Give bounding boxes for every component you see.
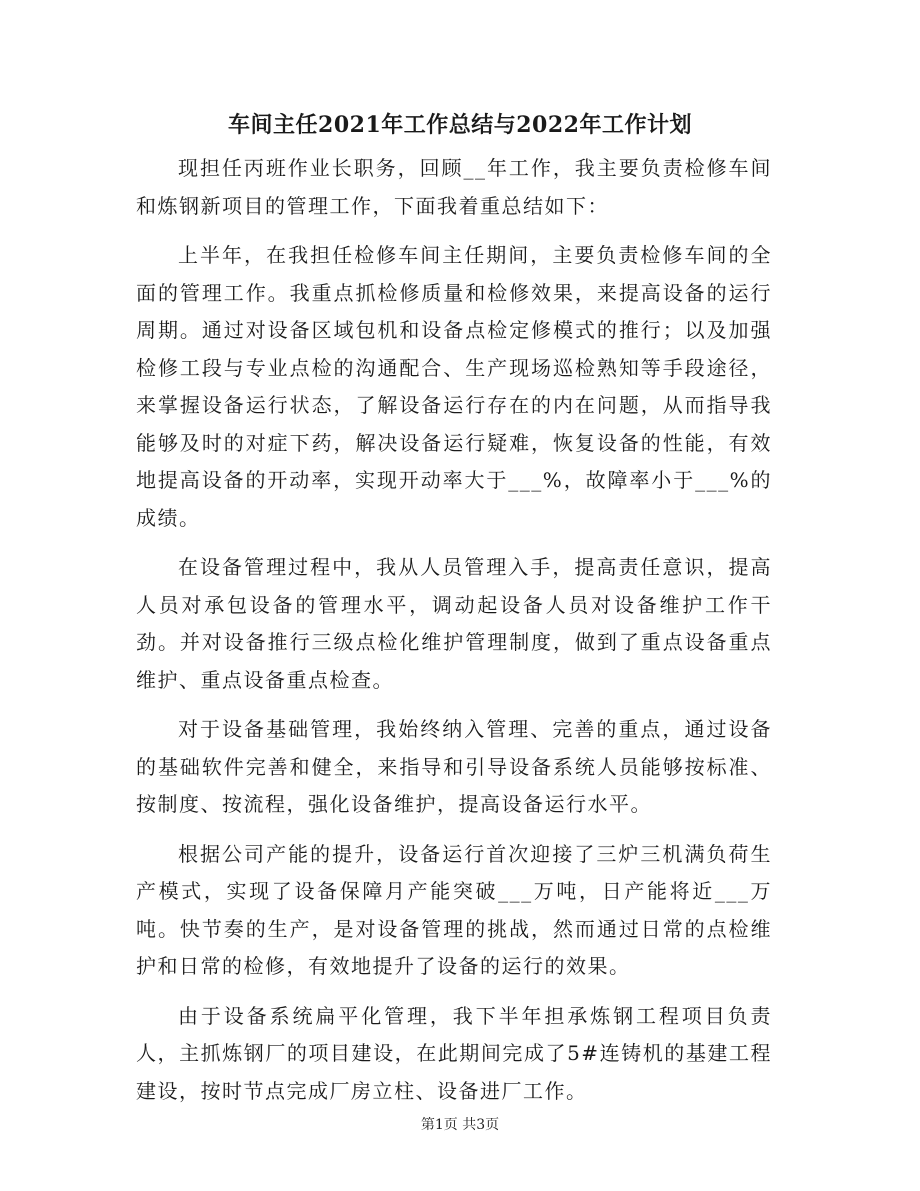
paragraph-equipment-management: 在设备管理过程中，我从人员管理入手，提高责任意识，提高人员对承包设备的管理水平，调动起设备人员对设备维护工作干劲。并对设备推行三级点检化维护管理制度，做到了重点设备重点维护、重点设备重点检查。 — [136, 555, 772, 692]
document-title: 车间主任2021年工作总结与2022年工作计划 — [228, 112, 692, 138]
paragraph-capacity: 根据公司产能的提升，设备运行首次迎接了三炉三机满负荷生产模式，实现了设备保障月产能突破___万吨，日产能将近___万吨。快节奏的生产，是对设备管理的挑战，然而通过日常的点检维护和日常的检修，有效地提升了设备的运行的效果。 — [136, 841, 772, 978]
document-body — [136, 150, 772, 1122]
paragraph-basic-management: 对于设备基础管理，我始终纳入管理、完善的重点，通过设备的基础软件完善和健全，来指导和引导设备系统人员能够按标准、按制度、按流程，强化设备维护，提高设备运行水平。 — [136, 717, 772, 816]
page-number-footer: 第1页 共3页 — [420, 1117, 500, 1133]
paragraph-first-half: 上半年，在我担任检修车间主任期间，主要负责检修车间的全面的管理工作。我重点抓检修质量和检修效果，来提高设备的运行周期。通过对设备区域包机和设备点检定修模式的推行；以及加强检修工段与专业点检的沟通配合、生产现场巡检熟知等手段途径，来掌握设备运行状态，了解设备运行存在的内在问题，从而指导我能够及时的对症下药，解决设备运行疑难，恢复设备的性能，有效地提高设备的开动率，实现开动率大于___%，故障率小于___%的成绩。 — [136, 243, 772, 530]
paragraph-second-half: 由于设备系统扁平化管理，我下半年担承炼钢工程项目负责人，主抓炼钢厂的项目建设，在此期间完成了5#连铸机的基建工程建设，按时节点完成厂房立柱、设备进厂工作。 — [136, 1003, 772, 1103]
paragraph-intro: 现担任丙班作业长职务，回顾__年工作，我主要负责检修车间和炼钢新项目的管理工作，下面我着重总结如下： — [136, 156, 772, 218]
